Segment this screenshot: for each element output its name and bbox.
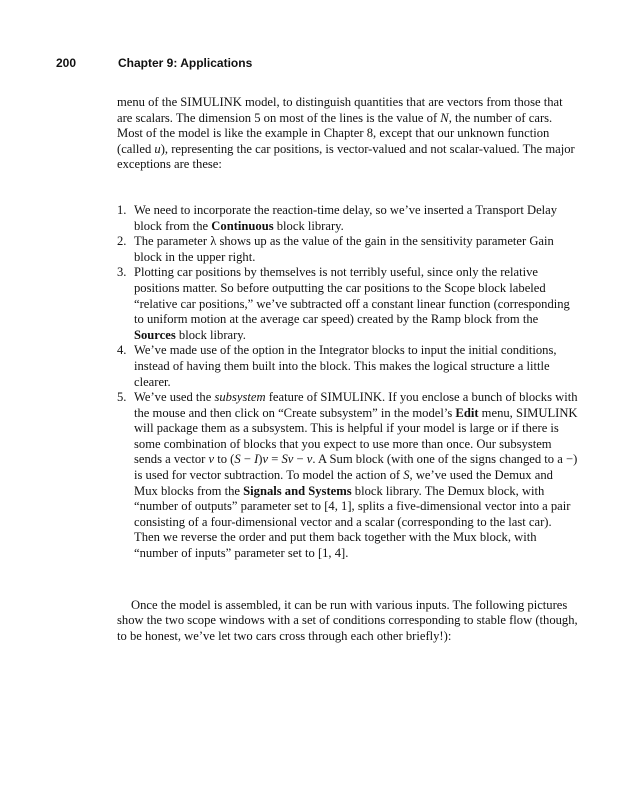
menu-name: Edit [455,405,479,420]
page-number: 200 [56,56,77,70]
item-number: 4. [117,343,127,358]
closing-paragraph: Once the model is assembled, it can be run with various inputs. The following pictures show the two scope windows with a set of conditions corresponding to stable flow (though, to be honest, we’ve let two cars cross through each other briefly!): [117,597,578,643]
library-name: Sources [134,327,176,342]
body-text [117,95,579,644]
emphasis: subsystem [214,390,266,405]
list-item: 1. We need to incorporate the reaction-time delay, so we’ve inserted a Transport Delay block from the Continuous block library. [117,202,558,233]
list-item: 2. The parameter λ shows up as the value of the gain in the sensitivity parameter Gain block in the upper right. [117,234,554,264]
exceptions-list [117,203,579,562]
list-item: 5. We’ve used the subsystem feature of SIMULINK. If you enclose a bunch of blocks with the mouse and then click on “Create subsystem” in the model’s Edit menu, SIMULINK will package them as a subsystem. This is helpful if your model is large or if there is some combination of blocks that you expect to use more than once. Our subsystem sends a vector v to (S − I)v = Sv − v. A Sum block (with one of the signs changed to a −) is used for vector subtraction. To model the action of S, we’ve used the Demux and Mux blocks from the Signals and Systems block library. The Demux block, with “number of outputs” parameter set to [4, 1], splits a five-dimensional vector into a pair consisting of a four-dimensional vector and a scalar (corresponding to the last car). Then we reverse the order and put them back together with the Mux block, with “number of inputs” parameter set to [1, 4]. [117,390,578,561]
page-header [56,56,576,72]
list-item: 4. We’ve made use of the option in the Integrator blocks to input the initial conditions, instead of having them built into the block. This makes the logical structure a little clearer. [117,343,557,389]
item-number: 2. [117,234,127,249]
intro-paragraph: menu of the SIMULINK model, to distinguish quantities that are vectors from those that are scalars. The dimension 5 on most of the lines is the value of N, the number of cars. Most of the model is like the example in Chapter 8, except that our unknown function (called u), representing the car positions, is vector-valued and not scalar-valued. The major exceptions are these: [117,95,575,172]
item-number: 1. [117,202,127,217]
library-name: Continuous [211,218,274,233]
item-number: 3. [117,265,127,280]
library-name: Signals and Systems [243,483,352,498]
list-item: 3. Plotting car positions by themselves is not terribly useful, since only the relative positions matter. So before outputting the car positions to the Scope block labeled “relative car positions,” we’ve subtracted off a constant linear function (corresponding to uniform motion at the average car speed) created by the Ramp block from the Sources block library. [117,265,570,342]
running-head: Chapter 9: Applications [118,56,253,70]
item-number: 5. [117,390,127,405]
math-var: u [154,141,161,156]
math-var: N [440,110,449,125]
